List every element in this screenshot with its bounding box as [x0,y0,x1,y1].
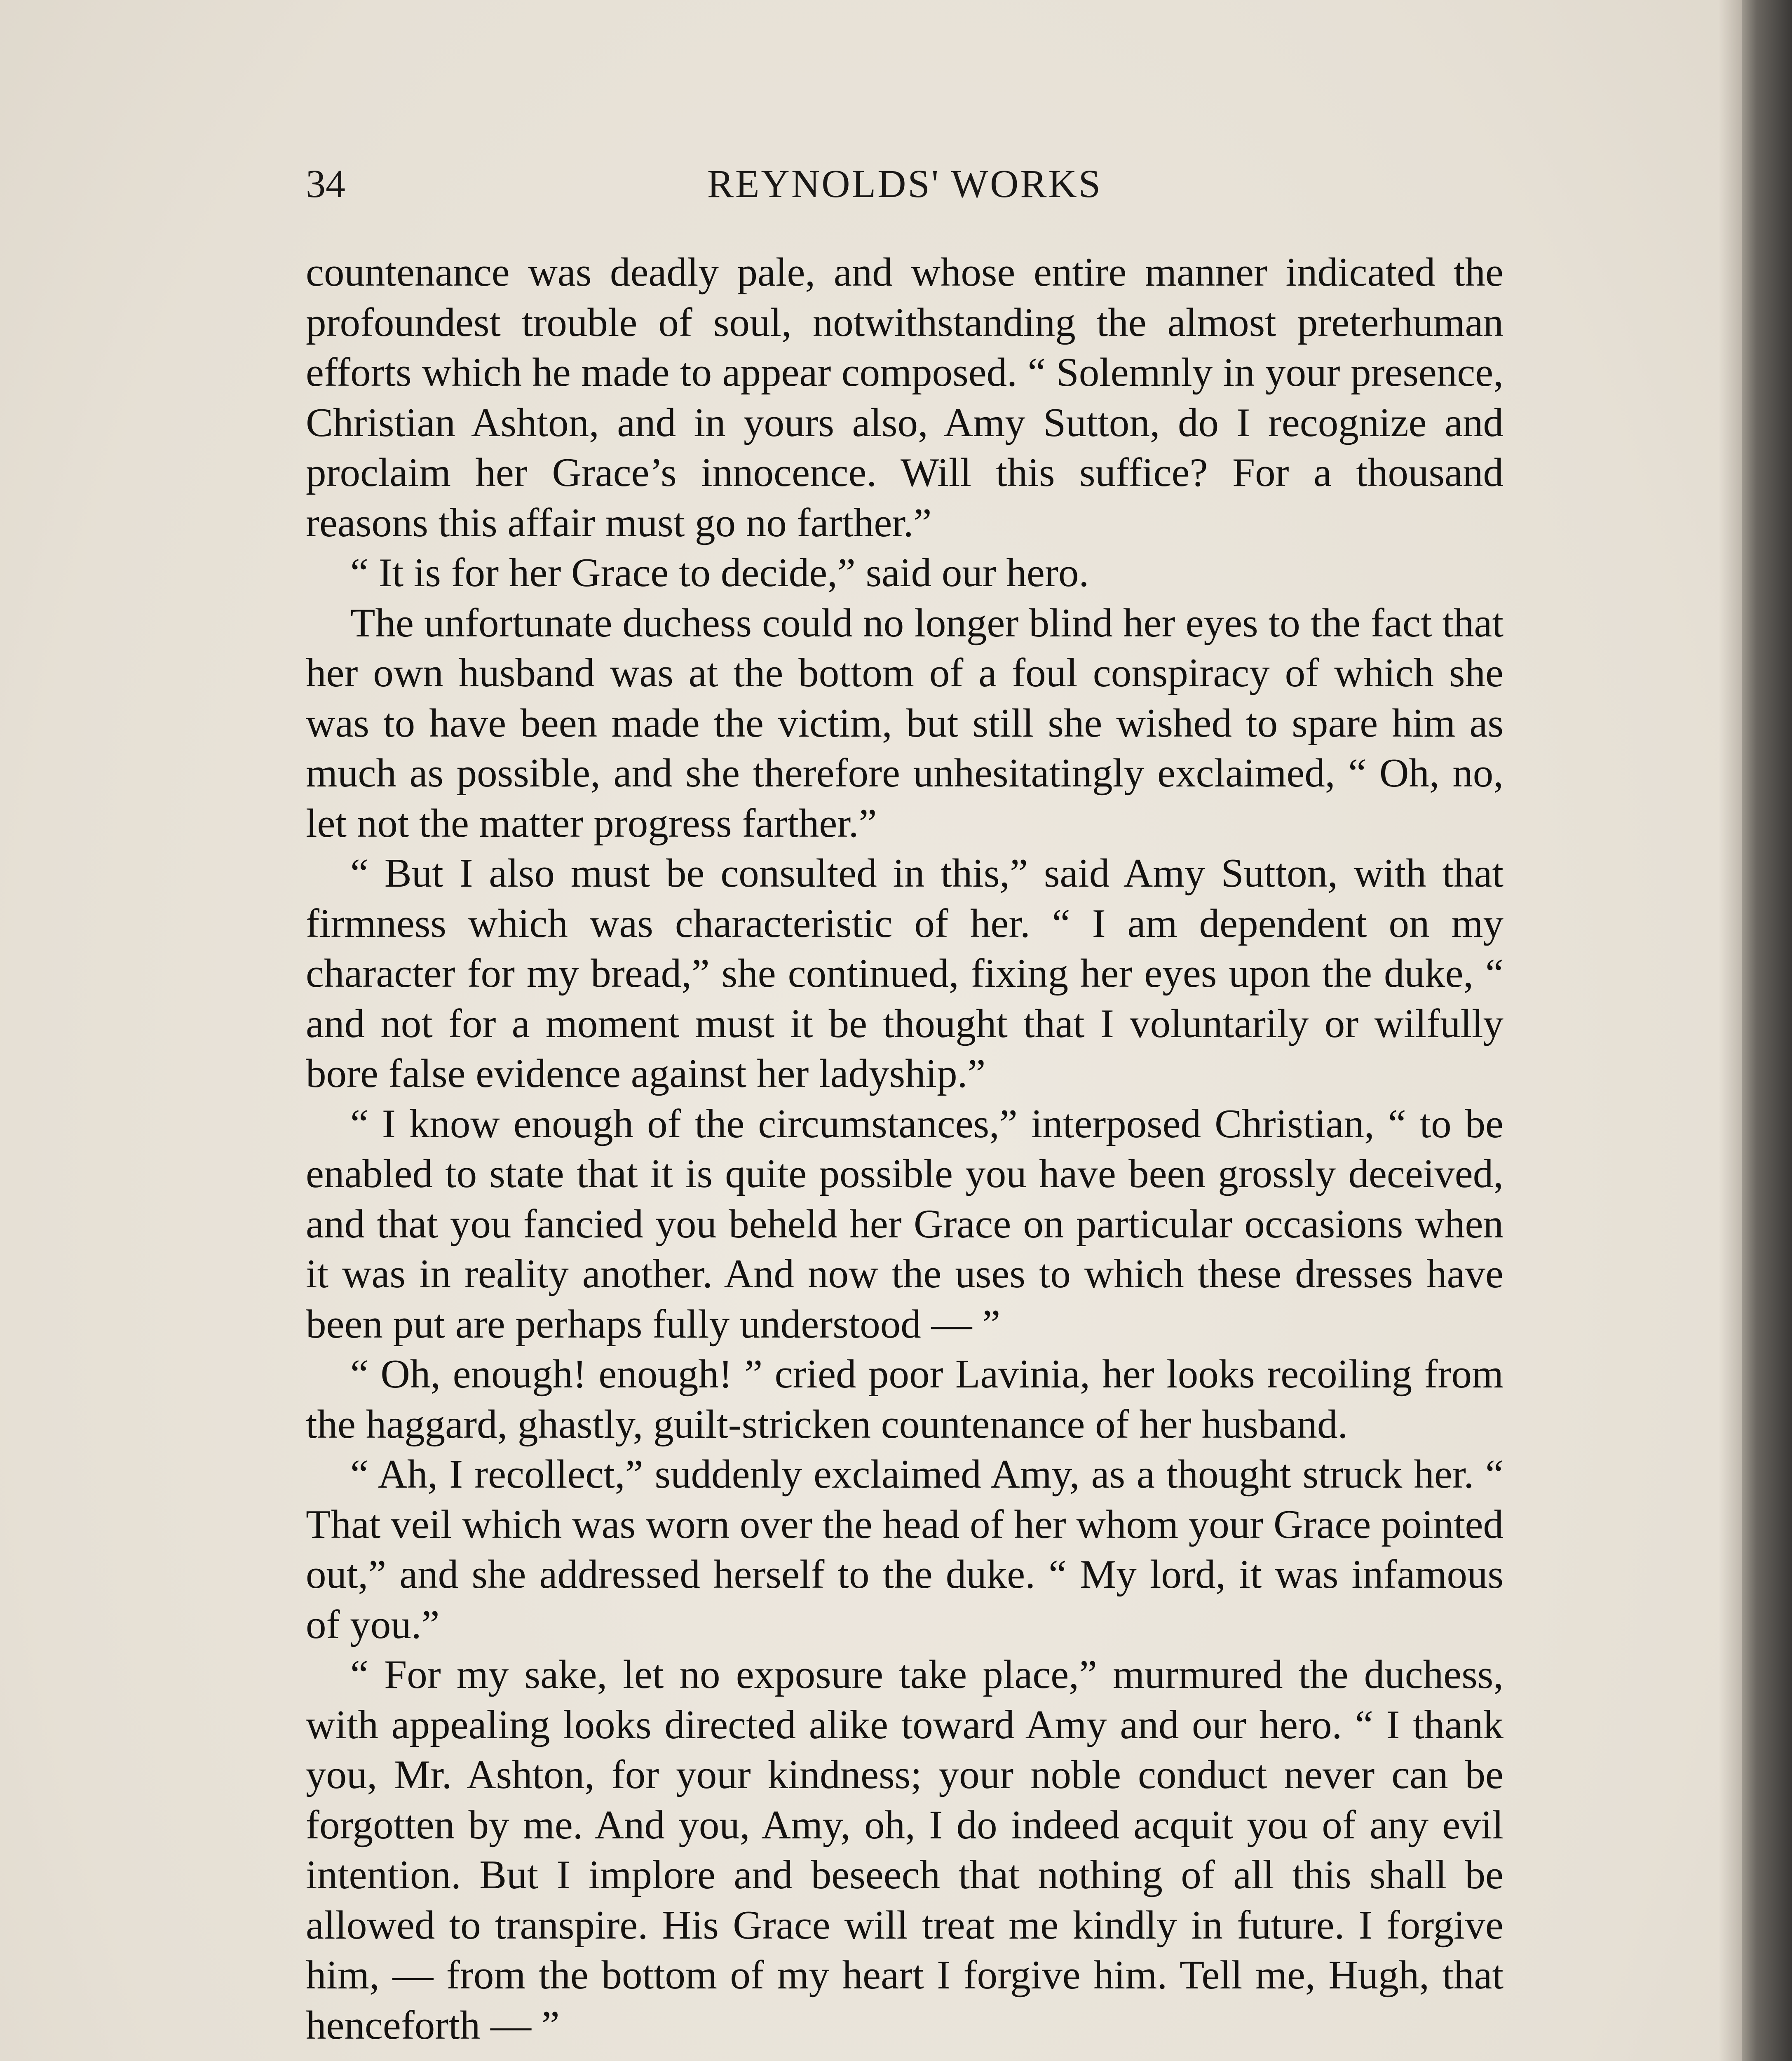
page-edge-shadow [1719,0,1742,2061]
paragraph: “ It is for her Grace to decide,” said our hero. [350,550,1089,595]
paragraph: “ But I also must be consulted in this,” said Amy Sutton, with that firmness which was characteristic of her. “ I am dependent on my character for my bread,” she continued, fixing her eyes upon the duke, “ and not for a moment must it be thought that I voluntarily or wilfully bore false evidence against her ladyship.” [306,851,1503,1096]
book-spine [1742,0,1792,2061]
page-header [306,161,1503,214]
paragraph: “ For my sake, let no exposure take place,” murmured the duchess, with appealing looks directed alike toward Amy and our hero. “ I thank you, Mr. Ashton, for your kindness; your noble conduct never can be forgotten by me. And you, Amy, oh, I do indeed acquit you of any evil intention. But I implore and beseech that nothing of all this shall be allowed to transpire. His Grace will treat me kindly in future. I forgive him, — from the bottom of my heart I forgive him. Tell me, Hugh, that henceforth — ” [306,1652,1503,2048]
running-head: REYNOLDS' WORKS [707,162,1102,206]
paragraph: countenance was deadly pale, and whose entire manner indicated the profoundest trouble of soul, notwithstanding the almost preterhuman efforts which he made to appear composed. “ Solemnly in your presence, Christian Ashton, and in yours also, Amy Sutton, do I recognize and proclaim her Grace’s innocence. Will this suffice? For a thousand reasons this affair must go no farther.” [306,250,1503,545]
page-number: 34 [306,162,345,206]
paragraph: The unfortunate duchess could no longer blind her eyes to the fact that her own husband was at the bottom of a foul conspiracy of which she was to have been made the victim, but still she wished to spare him as much as possible, and she therefore unhesitatingly exclaimed, “ Oh, no, let not the matter progress farther.” [306,600,1503,846]
paragraph: “ Oh, enough! enough! ” cried poor Lavinia, her looks recoiling from the haggard, ghastly, guilt-stricken countenance of her husband. [306,1352,1503,1447]
paragraph: “ I know enough of the circumstances,” interposed Christian, “ to be enabled to state that it is quite possible you have been grossly deceived, and that you fancied you beheld her Grace on particular occasions when it was in reality another. And now the uses to which these dresses have been put are perhaps fully understood — ” [306,1101,1503,1347]
body-text [306,247,1503,2050]
paragraph: “ Ah, I recollect,” suddenly exclaimed Amy, as a thought struck her. “ That veil which was worn over the head of her whom your Grace pointed out,” and she addressed herself to the duke. “ My lord, it was infamous of you.” [306,1452,1503,1647]
